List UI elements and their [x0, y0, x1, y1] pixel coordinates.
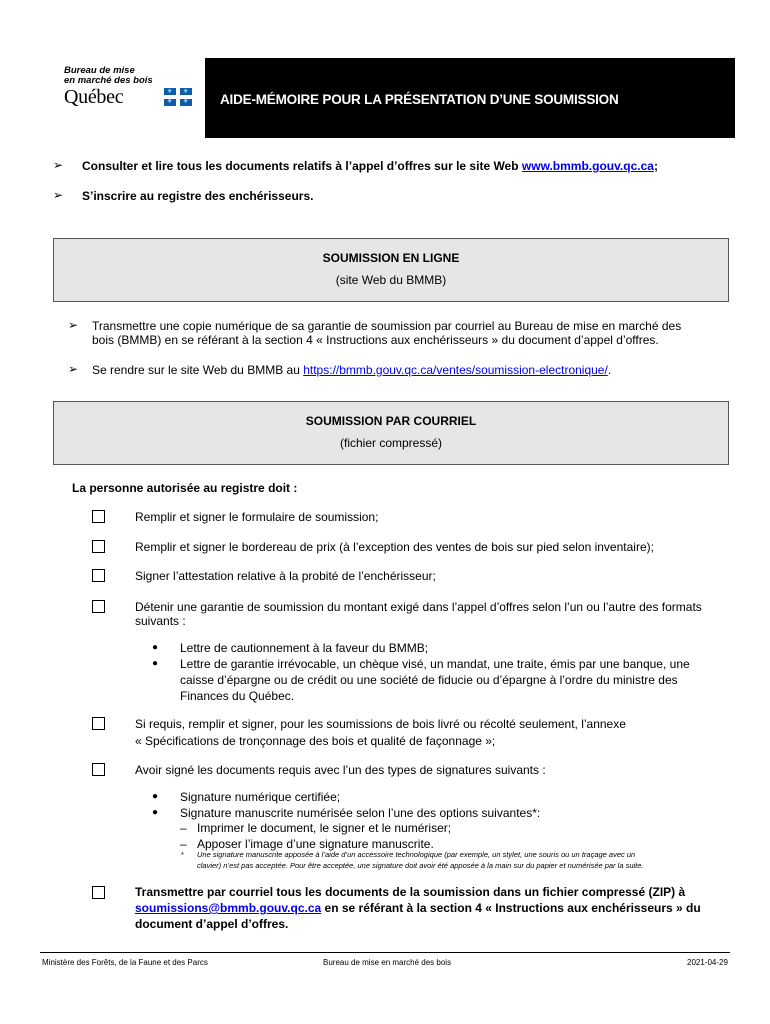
checkbox-2[interactable]: [92, 540, 105, 553]
check-5-line-1: Si requis, remplir et signer, pour les soumissions de bois livré ou récolté seulement, l’annexe: [135, 717, 626, 731]
check-6-text: Avoir signé les documents requis avec l’un des types de signatures suivants :: [135, 763, 546, 777]
logo-line-2: en marché des bois: [64, 75, 153, 86]
signature-note-line-2: clavier) n’est pas acceptée. Pour être acceptée, une signature doit avoir été apposée à la main sur du papier et numérisée par la suite.: [197, 861, 644, 870]
check-7-line-3: document d’appel d’offres.: [135, 917, 289, 931]
guarantee-bullet-1: Lettre de cautionnement à la faveur du BMMB;: [180, 641, 429, 655]
checkbox-5[interactable]: [92, 717, 105, 730]
electronic-submission-link[interactable]: https://bmmb.gouv.qc.ca/ventes/soumission-electronique/: [303, 363, 608, 377]
check-7-line-2: [135, 900, 701, 916]
quebec-flag-icon: ⚜ ⚜ ⚜ ⚜: [164, 88, 192, 106]
signature-note-line-1: Une signature manuscrite apposée à l’aide d’un accessoire technologique (par exemple, un stylet, une souris ou un traçage avec un: [197, 850, 636, 859]
online-item-1-line-2: bois (BMMB) en se référant à la section 4 « Instructions aux enchérisseurs » du document d’appel d’offres.: [92, 333, 659, 347]
checkbox-1[interactable]: [92, 510, 105, 523]
arrow-bullet-icon: ➢: [68, 362, 79, 376]
check-4-line-2: suivants :: [135, 614, 186, 628]
dash-icon: –: [180, 821, 187, 835]
intro-item-1-end: ;: [653, 159, 658, 173]
email-lead: La personne autorisée au registre doit :: [72, 481, 298, 495]
checkbox-3[interactable]: [92, 569, 105, 582]
page-title: AIDE-MÉMOIRE POUR LA PRÉSENTATION D’UNE SOUMISSION: [220, 92, 619, 107]
bullet-dot-icon: ●: [152, 791, 159, 802]
bullet-dot-icon: ●: [152, 642, 159, 653]
arrow-bullet-icon: ➢: [53, 158, 64, 172]
guarantee-bullet-2-line-1: Lettre de garantie irrévocable, un chèque visé, un mandat, une traite, émis par une banque, une: [180, 657, 690, 671]
check-4-line-1: Détenir une garantie de soumission du montant exigé dans l’appel d’offres selon l’un ou l’autre des formats: [135, 600, 702, 614]
intro-item-1-text: Consulter et lire tous les documents relatifs à l’appel d’offres sur le site Web: [82, 159, 522, 173]
check-3-text: Signer l’attestation relative à la probité de l’enchérisseur;: [135, 569, 436, 583]
checkbox-6[interactable]: [92, 763, 105, 776]
email-subheading: (fichier compressé): [339, 436, 443, 450]
arrow-bullet-icon: ➢: [68, 318, 79, 332]
guarantee-bullet-2-line-2: caisse d’épargne ou de crédit ou une société de fiducie ou d’épargne à l’ordre du ministre des: [180, 673, 678, 687]
dash-icon: –: [180, 837, 187, 851]
email-heading: SOUMISSION PAR COURRIEL: [305, 414, 477, 428]
bmmb-website-link[interactable]: www.bmmb.gouv.qc.ca: [521, 159, 654, 173]
footer-date: 2021-04-29: [687, 958, 728, 967]
bmmb-logo: [60, 66, 200, 118]
check-7-line-1: Transmettre par courriel tous les documents de la soumission dans un fichier compressé (ZIP) à: [135, 885, 686, 899]
online-heading: SOUMISSION EN LIGNE: [322, 251, 460, 265]
logo-quebec: Québec: [64, 86, 124, 108]
checkbox-7[interactable]: [92, 886, 105, 899]
bullet-dot-icon: ●: [152, 807, 159, 818]
intro-item-1: [82, 158, 658, 174]
online-subheading: (site Web du BMMB): [335, 273, 447, 287]
intro-item-2: S’inscrire au registre des enchérisseurs.: [82, 189, 314, 203]
email-submission-box: [53, 401, 729, 465]
online-item-1-line-1: Transmettre une copie numérique de sa garantie de soumission par courriel au Bureau de mise en marché des: [92, 319, 682, 333]
check-2-text: Remplir et signer le bordereau de prix (à l’exception des ventes de bois sur pied selon inventaire);: [135, 540, 654, 554]
signature-option-2: Apposer l’image d’une signature manuscrite.: [197, 837, 434, 851]
signature-bullet-2: Signature manuscrite numérisée selon l’une des options suivantes*:: [180, 806, 541, 820]
footer-divider: [40, 952, 730, 953]
check-7-line-2-rest: en se référant à la section 4 « Instructions aux enchérisseurs » du: [321, 901, 701, 915]
bullet-dot-icon: ●: [152, 658, 159, 669]
online-item-2-text: Se rendre sur le site Web du BMMB au: [92, 363, 304, 377]
online-item-2-end: .: [607, 363, 612, 377]
submission-email-link[interactable]: soumissions@bmmb.gouv.qc.ca: [135, 901, 322, 915]
online-submission-box: [53, 238, 729, 302]
footer-bureau: Bureau de mise en marché des bois: [323, 958, 452, 967]
title-bar: [205, 58, 735, 138]
guarantee-bullet-2-line-3: Finances du Québec.: [180, 689, 295, 703]
signature-bullet-1: Signature numérique certifiée;: [180, 790, 341, 804]
logo-line-1: Bureau de mise: [64, 65, 135, 76]
checkbox-4[interactable]: [92, 600, 105, 613]
footer-ministry: Ministère des Forêts, de la Faune et des Parcs: [42, 958, 208, 967]
check-1-text: Remplir et signer le formulaire de soumission;: [135, 510, 379, 524]
online-item-2: [92, 362, 611, 378]
check-5-line-2: « Spécifications de tronçonnage des bois et qualité de façonnage »;: [135, 734, 496, 748]
asterisk-icon: *: [181, 850, 184, 859]
signature-option-1: Imprimer le document, le signer et le numériser;: [197, 821, 452, 835]
arrow-bullet-icon: ➢: [53, 188, 64, 202]
